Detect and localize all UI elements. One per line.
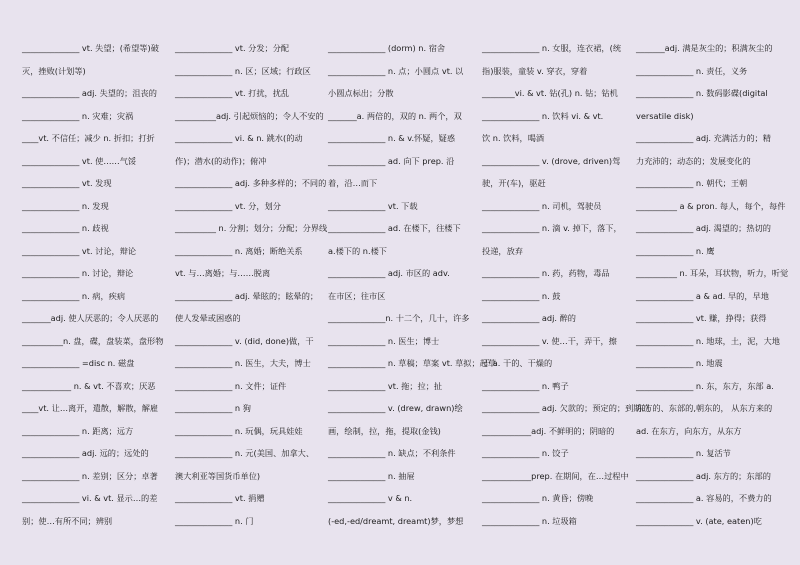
entry-line: ______________ n. 司机，驾驶员 xyxy=(482,200,602,211)
column-1 xyxy=(22,37,168,532)
entry-line: 别；使…有所不同；辨别 xyxy=(22,515,113,526)
entry-line: 指)服装，童装 v. 穿衣，穿着 xyxy=(482,65,588,76)
entry-line: ______________ n. 抽屉 xyxy=(328,470,415,481)
entry-line: ______________ n. 离婚；断绝关系 xyxy=(175,245,303,256)
entry-line: ______________ n. 鹰 xyxy=(636,245,715,256)
entry-line: ______________ v. (ate, eaten)吃 xyxy=(636,515,762,526)
entry-line: ______________ n. 缺点；不利条件 xyxy=(328,448,456,458)
entry-line: _______adj. 使人厌恶的；令人厌恶的 xyxy=(22,313,159,323)
entry-line: ______________ n. 草稿；草案 vt. 草拟；起草 xyxy=(328,358,497,368)
entry-line: ______________ n. 医生；博士 xyxy=(328,335,440,346)
entry-line: ______________ n. 复活节 xyxy=(636,448,731,458)
entry-line: ______________ adj. 市区的 adv. xyxy=(328,268,450,278)
entry-line: _______adj. 满是灰尘的；积满灰尘的 xyxy=(636,43,773,53)
entry-line: 画，绘制，拉，拖，提取(金钱) xyxy=(328,425,441,436)
entry-line: ______________ n. 发现 xyxy=(22,200,109,211)
entry-line: ______________ vt. 失望；(希望等)破 xyxy=(22,43,159,53)
entry-line: 在市区；往市区 xyxy=(328,290,386,301)
entry-line: 投递，放弃 xyxy=(482,245,523,256)
entry-line: versatile disk) xyxy=(636,110,694,121)
entry-line: ______________ n. 地震 xyxy=(636,358,723,368)
entry-line: ______________ n. 数码影碟(digital xyxy=(636,88,768,98)
entry-line: ______________ n. 女服，连衣裙，(统 xyxy=(482,43,622,53)
entry-line: ______________ n. & v.怀疑，疑惑 xyxy=(328,133,456,143)
entry-line: __________ n. 耳朵，耳状物，听力，听觉 xyxy=(636,268,789,278)
entry-line: a.楼下的 n.楼下 xyxy=(328,245,387,256)
column-4 xyxy=(482,37,650,532)
entry-line: ______________ n. 文件；证件 xyxy=(175,380,287,391)
entry-line: 小圆点标出；分散 xyxy=(328,88,394,98)
entry-line: ______________ adj. 晕眩的；眩晕的； xyxy=(175,290,319,301)
entry-line: ____________adj. 不鲜明的；阴暗的 xyxy=(482,425,615,436)
entry-line: ______________ n. 区；区域；行政区 xyxy=(175,65,311,76)
entry-line: vt. 与…离婚；与……脱离 xyxy=(175,268,271,278)
entry-line: ______________ n. 药，药物，毒品 xyxy=(482,268,610,278)
entry-line: ______________ n 狗 xyxy=(175,403,251,413)
entry-line: ______________ n. 讨论，辩论 xyxy=(22,268,134,278)
entry-line: ______________ ad. 在楼下，往楼下 xyxy=(328,223,461,233)
entry-line: 饮 n. 饮料，喝酒 xyxy=(482,133,545,143)
entry-line: ______________ vi. & vt. 显示…的差 xyxy=(22,493,158,503)
entry-line: ______________ n. 玩偶，玩具娃娃 xyxy=(175,425,303,436)
entry-line: ______________ n. 饮料 vi. & vt. xyxy=(482,110,604,121)
entry-line: ______________ vt. 分，划分 xyxy=(175,200,281,211)
entry-line: ______________ a. 容易的，不费力的 xyxy=(636,493,772,503)
entry-line: ______________ n. 距离；远方 xyxy=(22,425,134,436)
entry-line: ______________ vi. & n. 跳水(的动 xyxy=(175,133,303,143)
entry-line: __________adj. 引起烦恼的；令人不安的 xyxy=(175,110,324,121)
entry-line: 着，沿…而下 xyxy=(328,178,378,188)
entry-line: ______________ v. 使…干，弄干，擦 xyxy=(482,335,617,346)
column-2 xyxy=(175,37,328,532)
entry-line: ______________ adj. 东方的；东部的 xyxy=(636,470,771,481)
entry-line: ______________ (dorm) n. 宿舍 xyxy=(328,43,446,53)
entry-line: ______________n. 十二个，几十，许多 xyxy=(328,313,470,323)
entry-line: ______________ n. 歧视 xyxy=(22,223,109,233)
entry-line: ______________ v. (drew, drawn)绘 xyxy=(328,403,463,413)
entry-line: ______________ vt. 赚，挣得；获得 xyxy=(636,313,767,323)
entry-line: ______________ n. 病，疾病 xyxy=(22,290,126,301)
entry-line: ______________ n. 垃圾箱 xyxy=(482,515,577,526)
entry-line: ______________ n. 鸭子 xyxy=(482,380,569,391)
entry-line: ______________ n. 医生，大夫，博士 xyxy=(175,358,311,368)
entry-line: ______________ adj. 多种多样的；不同的 xyxy=(175,178,327,188)
entry-line: ______________ adj. 远的；远处的 xyxy=(22,448,149,458)
entry-line: ______________ vt. 分发；分配 xyxy=(175,43,290,53)
entry-line: ______________ vt. 打扰，扰乱 xyxy=(175,88,290,98)
entry-line: ____vt. 不信任；减少 n. 折扣；打折 xyxy=(22,133,155,143)
entry-line: ____________ n. & vt. 不喜欢；厌恶 xyxy=(22,380,156,391)
entry-line: ______________ n. 黄昏；傍晚 xyxy=(482,493,594,503)
entry-line: ______________ adj. 失望的；沮丧的 xyxy=(22,88,157,98)
entry-line: ______________ n. 灾难；灾祸 xyxy=(22,110,134,121)
entry-line: ______________ n. 点；小圆点 vt. 以 xyxy=(328,65,464,76)
entry-line: ____vt. 让…离开，遣散，解散，解雇 xyxy=(22,403,159,413)
entry-line: ______________ vt. 发现 xyxy=(22,178,112,188)
entry-line: (-ed,-ed/dreamt, dreamt)梦，梦想 xyxy=(328,515,464,526)
entry-line: ad. 在东方，向东方，从东方 xyxy=(636,425,742,436)
entry-line: 使人发晕或困惑的 xyxy=(175,313,241,323)
entry-line: ______________ adj. 欠款的；预定的；到期的 xyxy=(482,403,650,413)
entry-line: ______________ vt. 拖；拉；扯 xyxy=(328,380,443,391)
column-5 xyxy=(636,37,789,532)
entry-line: ______________ =disc n. 磁盘 xyxy=(22,358,135,368)
entry-line: ______________ n. 朝代；王朝 xyxy=(636,178,748,188)
entry-line: ______________ v. (did, done)做，干 xyxy=(175,335,314,346)
entry-line: 东方的、东部的,朝东的， 从东方来的 xyxy=(636,403,773,413)
entry-line: ______________ vt. 捐赠 xyxy=(175,493,265,503)
entry-line: ______________ n. 鼓 xyxy=(482,290,561,301)
entry-line: ______________ adj. 渴望的；热切的 xyxy=(636,223,771,233)
entry-line: ______________ v & n. xyxy=(328,493,413,503)
entry-line: 干 a. 干的、干燥的 xyxy=(482,358,553,368)
entry-line: ______________ n. 差别；区分；卓著 xyxy=(22,470,158,481)
entry-line: ______________ n. 东，东方，东部 a. xyxy=(636,380,774,391)
entry-line: ______________ v. (drove, driven)驾 xyxy=(482,155,621,166)
entry-line: ______________ a & ad. 早的，早地 xyxy=(636,290,769,301)
entry-line: ______________ vt. 讨论，辩论 xyxy=(22,245,137,256)
entry-line: ______________ n. 饺子 xyxy=(482,448,569,458)
entry-line: ______________ adj. 充满活力的；精 xyxy=(636,133,771,143)
entry-line: 力充沛的；动态的；发展变化的 xyxy=(636,155,751,166)
entry-line: ______________ n. 地球，土，泥，大地 xyxy=(636,335,780,346)
entry-line: 驶，开(车)，驱赶 xyxy=(482,178,546,188)
entry-line: ______________ n. 滴 v. 掉下，落下， xyxy=(482,223,622,233)
entry-line: ______________ n. 责任，义务 xyxy=(636,65,748,76)
entry-line: 作)；潜水(的动作)；俯冲 xyxy=(175,155,267,166)
entry-line: __________ n. 分割；划分；分配；分界线 xyxy=(175,223,328,233)
entry-line: ____________prep. 在期间，在…过程中 xyxy=(482,470,629,481)
column-3 xyxy=(328,37,497,532)
entry-line: ______________ vt. 使……气馁 xyxy=(22,155,137,166)
entry-line: 灭，挫败(计划等) xyxy=(22,65,86,76)
entry-line: 澳大利亚等国货币单位) xyxy=(175,470,261,481)
entry-line: __________ a & pron. 每人，每个，每件 xyxy=(636,200,786,211)
entry-line: ______________ n. 元(美国、加拿大、 xyxy=(175,448,315,458)
entry-line: ______________ vt. 下载 xyxy=(328,200,418,211)
entry-line: ________vi. & vt. 钻(孔) n. 钻；钻机 xyxy=(482,88,618,98)
entry-line: ______________ n. 门 xyxy=(175,515,254,526)
entry-line: _______a. 两倍的，双的 n. 两个，双 xyxy=(328,110,462,121)
entry-line: __________n. 盘，碟，盘装菜，盘形物 xyxy=(22,335,164,346)
entry-line: ______________ adj. 醉的 xyxy=(482,313,576,323)
entry-line: ______________ ad. 向下 prep. 沿 xyxy=(328,155,455,166)
